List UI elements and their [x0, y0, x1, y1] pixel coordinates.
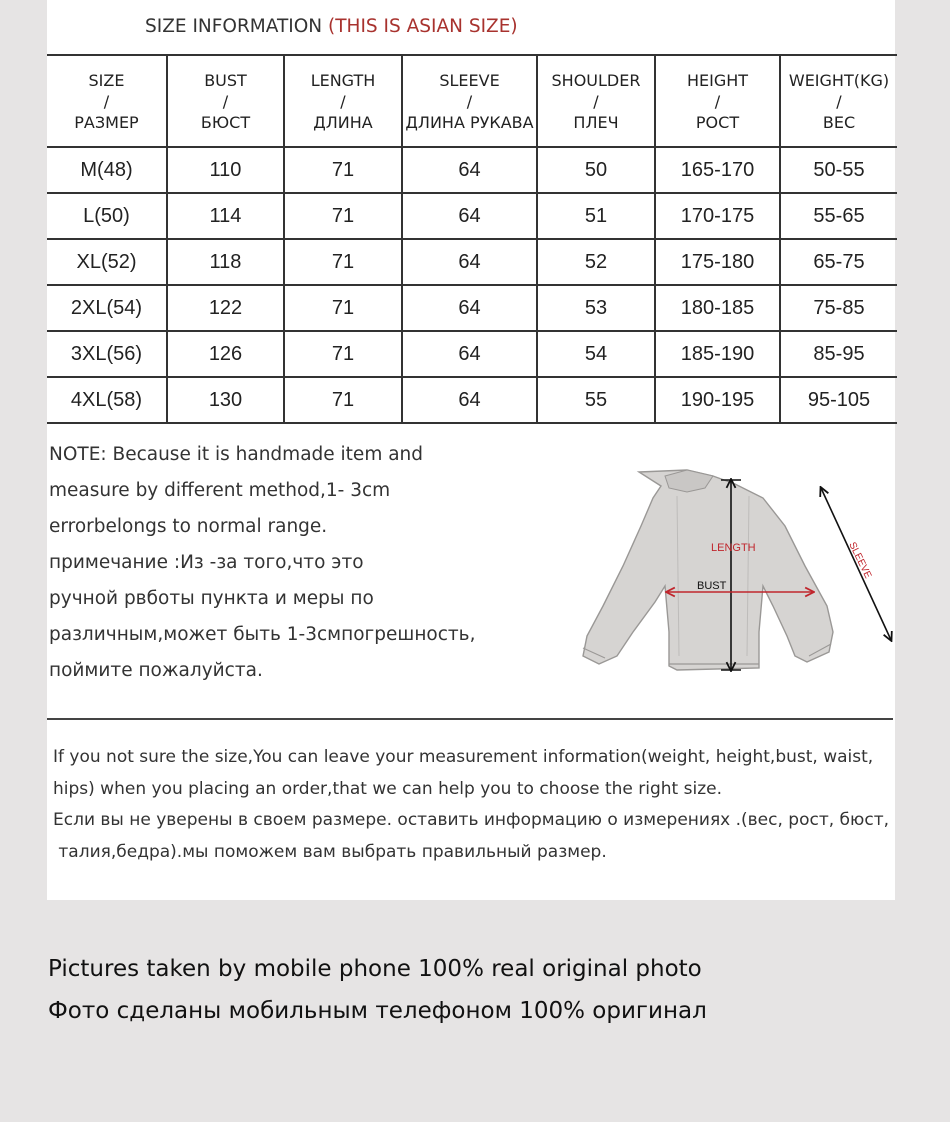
cell-weight: 95-105: [780, 377, 897, 423]
table-row: [47, 285, 897, 331]
size-info-title: [145, 16, 518, 37]
jacket-shape: [583, 470, 833, 670]
cell-bust: 130: [167, 377, 284, 423]
asian-size-note: (THIS IS ASIAN SIZE): [328, 16, 518, 37]
note-line: различным,может быть 1-3смпогрешность,: [49, 624, 476, 645]
handmade-note: [49, 437, 509, 689]
note-line: measure by different method,1- 3cm: [49, 480, 391, 501]
cell-weight: 75-85: [780, 285, 897, 331]
header-length: LENGTH / ДЛИНА: [284, 55, 402, 147]
help-line: талия,бедра).мы поможем вам выбрать правильный размер.: [53, 841, 607, 862]
section-divider: [47, 718, 893, 720]
cell-shoulder: 53: [537, 285, 655, 331]
cell-length: 71: [284, 239, 402, 285]
help-line: Если вы не уверены в своем размере. оставить информацию о измерениях .(вес, рост, бюст,: [53, 810, 889, 830]
cell-weight: 55-65: [780, 193, 897, 239]
header-sleeve: SLEEVE / ДЛИНА РУКАВА: [402, 55, 537, 147]
note-line: примечание :Из -за того,что это: [49, 552, 364, 573]
cell-length: 71: [284, 331, 402, 377]
sleeve-label: SLEEVE: [846, 540, 874, 581]
header-bust: BUST / БЮСТ: [167, 55, 284, 147]
cell-sleeve: 64: [402, 377, 537, 423]
cell-size: 2XL(54): [47, 285, 167, 331]
cell-size: XL(52): [47, 239, 167, 285]
cell-length: 71: [284, 193, 402, 239]
cell-shoulder: 51: [537, 193, 655, 239]
photo-note-en: Pictures taken by mobile phone 100% real original photo: [48, 956, 702, 982]
cell-bust: 110: [167, 147, 284, 193]
length-label: LENGTH: [711, 542, 756, 554]
size-table-header: [47, 55, 897, 147]
table-row: [47, 377, 897, 423]
cell-height: 165-170: [655, 147, 780, 193]
cell-size: 3XL(56): [47, 331, 167, 377]
bust-label: BUST: [697, 580, 727, 592]
size-table: [47, 54, 897, 424]
table-row: [47, 147, 897, 193]
note-line: errorbelongs to normal range.: [49, 516, 328, 537]
cell-weight: 65-75: [780, 239, 897, 285]
cell-height: 170-175: [655, 193, 780, 239]
size-help-text: [53, 742, 889, 868]
cell-weight: 50-55: [780, 147, 897, 193]
cell-height: 175-180: [655, 239, 780, 285]
cell-weight: 85-95: [780, 331, 897, 377]
table-row: [47, 239, 897, 285]
photo-note: [48, 948, 707, 1032]
cell-length: 71: [284, 147, 402, 193]
cell-sleeve: 64: [402, 147, 537, 193]
photo-note-ru: Фото сделаны мобильным телефоном 100% оригинал: [48, 998, 707, 1024]
cell-height: 180-185: [655, 285, 780, 331]
cell-height: 185-190: [655, 331, 780, 377]
cell-shoulder: 50: [537, 147, 655, 193]
cell-size: M(48): [47, 147, 167, 193]
cell-shoulder: 55: [537, 377, 655, 423]
cell-bust: 114: [167, 193, 284, 239]
cell-size: L(50): [47, 193, 167, 239]
title-text: SIZE INFORMATION: [145, 16, 323, 37]
help-line: hips) when you placing an order,that we can help you to choose the right size.: [53, 778, 722, 799]
jacket-measurement-diagram: [537, 466, 874, 676]
cell-bust: 126: [167, 331, 284, 377]
cell-height: 190-195: [655, 377, 780, 423]
table-row: [47, 193, 897, 239]
size-info-card: [47, 0, 895, 900]
cell-sleeve: 64: [402, 193, 537, 239]
cell-length: 71: [284, 285, 402, 331]
note-line: ручной рвботы пункта и меры по: [49, 588, 374, 609]
cell-bust: 122: [167, 285, 284, 331]
header-weight: WEIGHT(KG) / ВЕС: [780, 55, 897, 147]
cell-sleeve: 64: [402, 285, 537, 331]
header-height: HEIGHT / РОСТ: [655, 55, 780, 147]
cell-size: 4XL(58): [47, 377, 167, 423]
cell-bust: 118: [167, 239, 284, 285]
table-row: [47, 331, 897, 377]
cell-sleeve: 64: [402, 331, 537, 377]
help-line: If you not sure the size,You can leave your measurement information(weight, height,bust, waist,: [53, 747, 874, 767]
note-line: NOTE: Because it is handmade item and: [49, 444, 424, 465]
header-size: SIZE / РАЗМЕР: [47, 55, 167, 147]
cell-shoulder: 54: [537, 331, 655, 377]
header-shoulder: SHOULDER / ПЛЕЧ: [537, 55, 655, 147]
cell-shoulder: 52: [537, 239, 655, 285]
cell-length: 71: [284, 377, 402, 423]
note-line: поймите пожалуйста.: [49, 660, 263, 681]
cell-sleeve: 64: [402, 239, 537, 285]
